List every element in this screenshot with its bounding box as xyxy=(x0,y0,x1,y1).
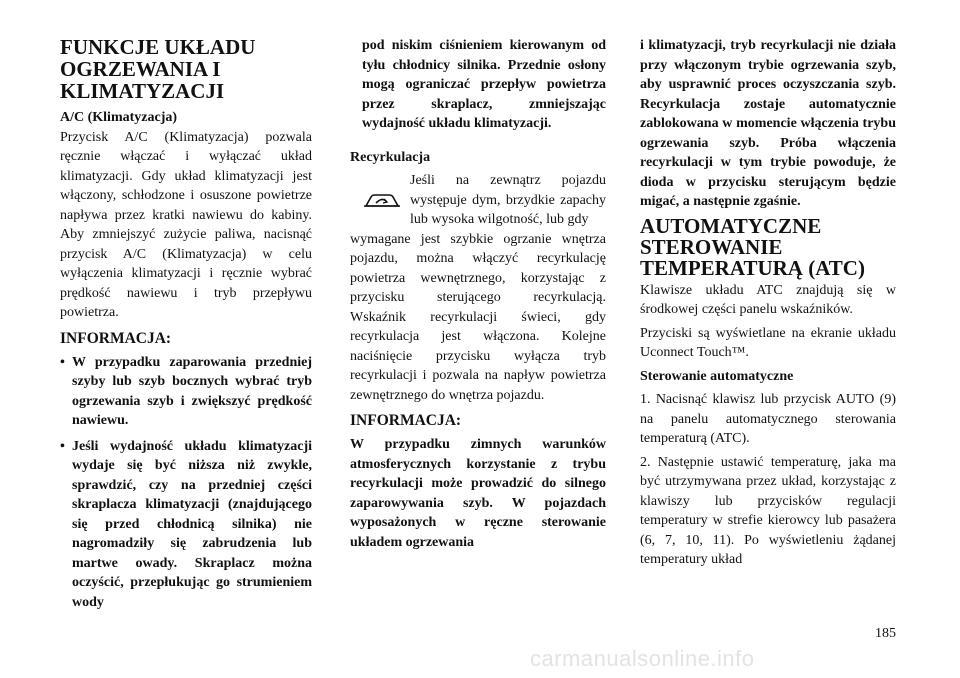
title-line: FUNKCJE UKŁADU xyxy=(60,35,256,59)
title-line: OGRZEWANIA I xyxy=(60,57,221,81)
bullet-text: Jeśli wydajność układu klimatyzacji wydaje się być niższa niż zwykle, sprawdzić, czy na przedniej części skraplacza klimatyzacji (znajdującego się przed chłodnicą silnika) nie nagromadziły się zabrudzenia lub martwe owady. Skraplacz można oczyścić, przepłukując go strumieniem wody xyxy=(72,438,312,610)
ac-heading: A/C (Klimatyzacja) xyxy=(60,110,178,125)
bullet-item xyxy=(60,437,312,613)
info-label: INFORMACJA: xyxy=(60,329,172,347)
step-2: 2. Następnie ustawić temperaturę, jaka ma być utrzymywana przez układ, korzystając z klawiszy lub przycisków regulacji temperatury w strefie kierowcy lub pasażera (6, 7, 10, 11). Po wyświetleniu żądanej temperatury układ xyxy=(640,454,896,567)
title-line: TEMPERATURĄ (ATC) xyxy=(640,255,865,280)
title-line: STEROWANIE xyxy=(640,234,783,259)
recirc-heading: Recyrkulacja xyxy=(350,149,431,165)
bullet-dot: • xyxy=(60,354,65,370)
info-label: INFORMACJA: xyxy=(350,412,462,429)
info-continuation: i klimatyzacji, tryb recyrkulacji nie działa przy włączonym trybie ogrzewania szyb, aby usprawnić proces oczyszczania szyb. Recyrkulacja zostaje automatycznie zablokowana w momencie włączenia trybu ogrzewania szyb. Próba włączenia recyrkulacji w tym trybie powoduje, że dioda w przycisku sterującym będzie migać, a następnie zgaśnie. xyxy=(640,38,896,209)
ac-paragraph: Przycisk A/C (Klimatyzacja) pozwala ręcznie włączać i wyłączać układ klimatyzacji. Gdy układ klimatyzacji jest włączony, schłodzone i osuszone powietrze napływa przez kratki nawiewu do kabiny. Aby zmniejszyć zużycie paliwa, nacisnąć przycisk A/C (Klimatyzacja) w celu wyłączenia klimatyzacji i ręcznie wybrać prędkość nawiewu i tryb przepływu powietrza. xyxy=(60,129,312,320)
bullet-text: W przypadku zaparowania przedniej szyby lub szyb bocznych wybrać tryb ogrzewania szyb i zwiększyć prędkość nawiewu. xyxy=(72,354,312,428)
recirc-text-wrap: Jeśli na zewnątrz pojazdu występuje dym, brzydkie zapachy lub wysoka wilgotność, lub gdy xyxy=(410,173,606,227)
info-paragraph: W przypadku zimnych warunków atmosferycznych korzystanie z trybu recyrkulacji może prowadzić do silnego zaparowywania szyb. W pojazdach wyposażonych w ręczne sterowanie układem ogrzewania xyxy=(350,437,606,550)
recirc-paragraph: wymagane jest szybkie ogrzanie wnętrza pojazdu, można włączyć recyrkulację powietrza wewnętrznego, korzystając z przycisku sterującego recyrkulacją. Wskaźnik recyrkulacji świeci, gdy recyrkulacja jest włączona. Kolejne naciśnięcie przycisku wyłącza tryb recyrkulacji i pozwala na napływ powietrza zewnętrznego do wnętrza pojazdu. xyxy=(350,231,606,403)
column-left xyxy=(60,36,312,618)
page-number: 185 xyxy=(875,626,896,641)
recirc-block xyxy=(350,171,606,230)
title-line: KLIMATYZACJI xyxy=(60,79,225,103)
section-title-atc xyxy=(640,213,896,280)
recirculation-icon xyxy=(362,191,402,213)
column-right xyxy=(640,36,896,574)
section-title-heating xyxy=(60,36,312,102)
title-line: AUTOMATYCZNE xyxy=(640,213,822,238)
bullet-continuation: pod niskim ciśnieniem kierowanym od tyłu chłodnicy silnika. Przednie osłony mogą ograniczać przepływ powietrza przez skraplacz, zmniejszając wydajność układu klimatyzacji. xyxy=(362,38,606,131)
atc-paragraph-2: Przyciski są wyświetlane na ekranie układu Uconnect Touch™. xyxy=(640,325,896,360)
auto-control-heading: Sterowanie automatyczne xyxy=(640,368,794,384)
atc-paragraph-1: Klawisze układu ATC znajdują się w środkowej części panelu wskaźników. xyxy=(640,282,896,317)
info-bullet-list xyxy=(60,353,312,613)
watermark: carmanualsonline.info xyxy=(530,646,755,671)
bullet-item xyxy=(60,353,312,431)
step-1: 1. Nacisnąć klawisz lub przycisk AUTO (9) na panelu automatycznego sterowania temperaturą (ATC). xyxy=(640,392,896,446)
bullet-dot: • xyxy=(60,438,65,454)
column-middle xyxy=(350,36,606,556)
